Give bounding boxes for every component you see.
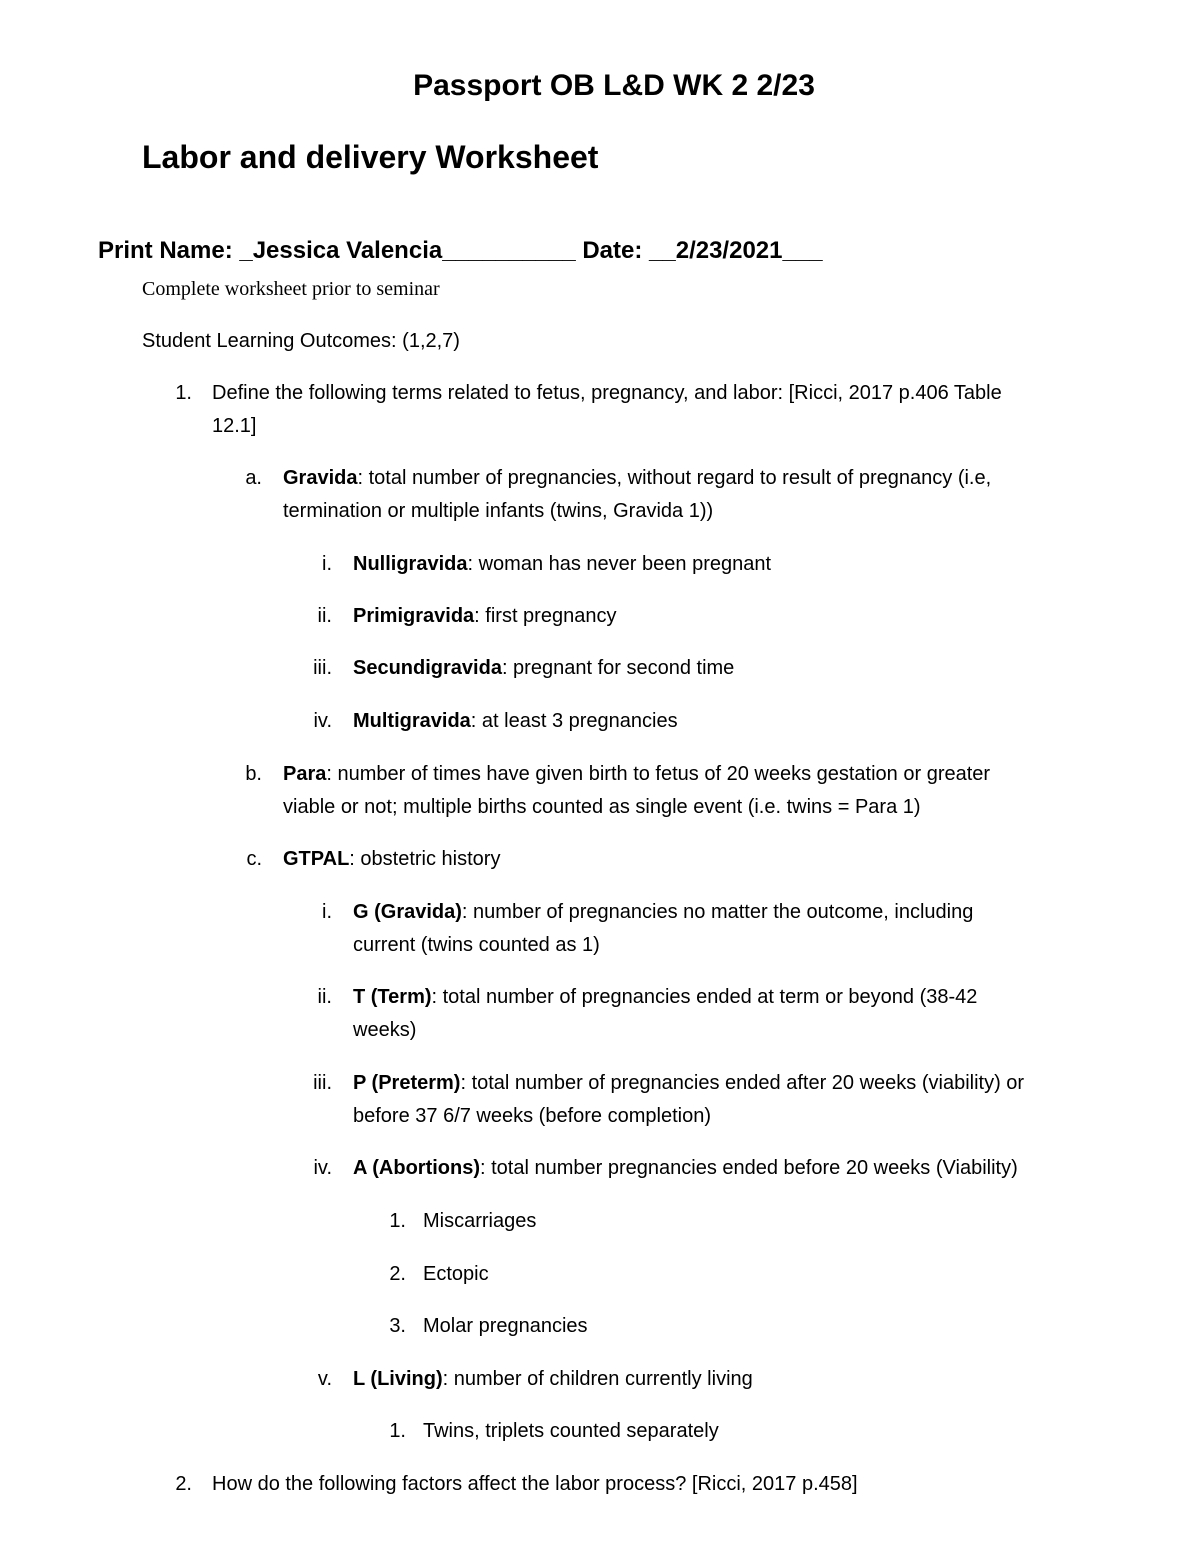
q1c-line (283, 846, 500, 872)
learning-outcomes: Student Learning Outcomes: (1,2,7) (142, 330, 460, 352)
q1-number: 1. (175, 382, 192, 404)
instructions: Complete worksheet prior to seminar (142, 278, 440, 300)
gtpal-p-line2: before 37 6/7 weeks (before completion) (353, 1105, 711, 1127)
name-date-row: Print Name: _Jessica Valencia__________ Date: __2/23/2021___ (98, 237, 823, 264)
abortion-type-marker: 2. (389, 1263, 406, 1285)
multigravida-term: Multigravida (353, 710, 471, 732)
abortion-type-item: Miscarriages (423, 1210, 537, 1232)
gtpal-l-def: : number of children currently living (442, 1368, 753, 1390)
gravida-term: Gravida (283, 467, 358, 489)
gtpal-p-term: P (Preterm) (353, 1072, 461, 1094)
gtpal-t-line1 (353, 984, 977, 1010)
para-term: Para (283, 763, 327, 785)
gtpal-g-term: G (Gravida) (353, 901, 462, 923)
gtpal-t-term: T (Term) (353, 986, 432, 1008)
gtpal-g-def: : number of pregnancies no matter the outcome, including (461, 901, 974, 923)
gtpal-a-def: : total number pregnancies ended before 20 weeks (Viability) (480, 1157, 1018, 1179)
gtpal-a-term: A (Abortions) (353, 1157, 481, 1179)
nulligravida-marker: i. (322, 553, 332, 575)
gtpal-g-line1 (353, 899, 973, 925)
abortion-type-item: Molar pregnancies (423, 1315, 588, 1337)
primigravida-item (353, 603, 616, 629)
gtpal-g-marker: i. (322, 901, 332, 923)
gtpal-p-line1 (353, 1070, 1024, 1096)
q1-text-line1: Define the following terms related to fetus, pregnancy, and labor: [Ricci, 2017 p.406 Table (212, 382, 1002, 404)
gtpal-l-marker: v. (317, 1368, 332, 1390)
primigravida-marker: ii. (317, 605, 332, 627)
abortion-type-marker: 1. (389, 1210, 406, 1232)
para-def: : number of times have given birth to fetus of 20 weeks gestation or greater (326, 763, 991, 785)
q1a-line2: termination or multiple infants (twins, Gravida 1)) (283, 500, 714, 522)
gtpal-t-line2: weeks) (353, 1019, 417, 1041)
gtpal-l-line (353, 1366, 753, 1392)
multigravida-def: : at least 3 pregnancies (470, 710, 678, 732)
gravida-def: : total number of pregnancies, without regard to result of pregnancy (i.e, (357, 467, 992, 489)
gtpal-t-marker: ii. (317, 986, 332, 1008)
multigravida-item (353, 708, 678, 734)
gtpal-term: GTPAL (283, 848, 350, 870)
primigravida-def: : first pregnancy (474, 605, 617, 627)
q1a-marker: a. (245, 467, 262, 489)
secundigravida-item (353, 655, 734, 681)
gtpal-a-marker: iv. (313, 1157, 332, 1179)
abortion-type-item: Ectopic (423, 1263, 489, 1285)
living-note-item: Twins, triplets counted separately (423, 1420, 719, 1442)
nulligravida-term: Nulligravida (353, 553, 468, 575)
page-title: Passport OB L&D WK 2 2/23 (413, 69, 815, 102)
secundigravida-marker: iii. (313, 657, 332, 679)
q1b-line2: viable or not; multiple births counted as single event (i.e. twins = Para 1) (283, 796, 921, 818)
q2-text: How do the following factors affect the labor process? [Ricci, 2017 p.458] (212, 1473, 858, 1495)
q1b-marker: b. (245, 763, 262, 785)
gtpal-t-def: : total number of pregnancies ended at term or beyond (38-42 (431, 986, 978, 1008)
worksheet-subtitle: Labor and delivery Worksheet (142, 139, 599, 175)
living-note-marker: 1. (389, 1420, 406, 1442)
gtpal-p-def: : total number of pregnancies ended after 20 weeks (viability) or (460, 1072, 1025, 1094)
gtpal-l-term: L (Living) (353, 1368, 443, 1390)
gtpal-g-line2: current (twins counted as 1) (353, 934, 600, 956)
q1-text-line2: 12.1] (212, 415, 257, 437)
nulligravida-item (353, 551, 771, 577)
q1a-line1 (283, 465, 991, 491)
secundigravida-term: Secundigravida (353, 657, 502, 679)
nulligravida-def: : woman has never been pregnant (467, 553, 772, 575)
abortion-type-marker: 3. (389, 1315, 406, 1337)
primigravida-term: Primigravida (353, 605, 475, 627)
multigravida-marker: iv. (313, 710, 332, 732)
secundigravida-def: : pregnant for second time (501, 657, 735, 679)
q1b-line1 (283, 761, 990, 787)
gtpal-def: : obstetric history (349, 848, 501, 870)
gtpal-a-line (353, 1155, 1018, 1181)
q1c-marker: c. (246, 848, 262, 870)
gtpal-p-marker: iii. (313, 1072, 332, 1094)
q2-number: 2. (175, 1473, 192, 1495)
